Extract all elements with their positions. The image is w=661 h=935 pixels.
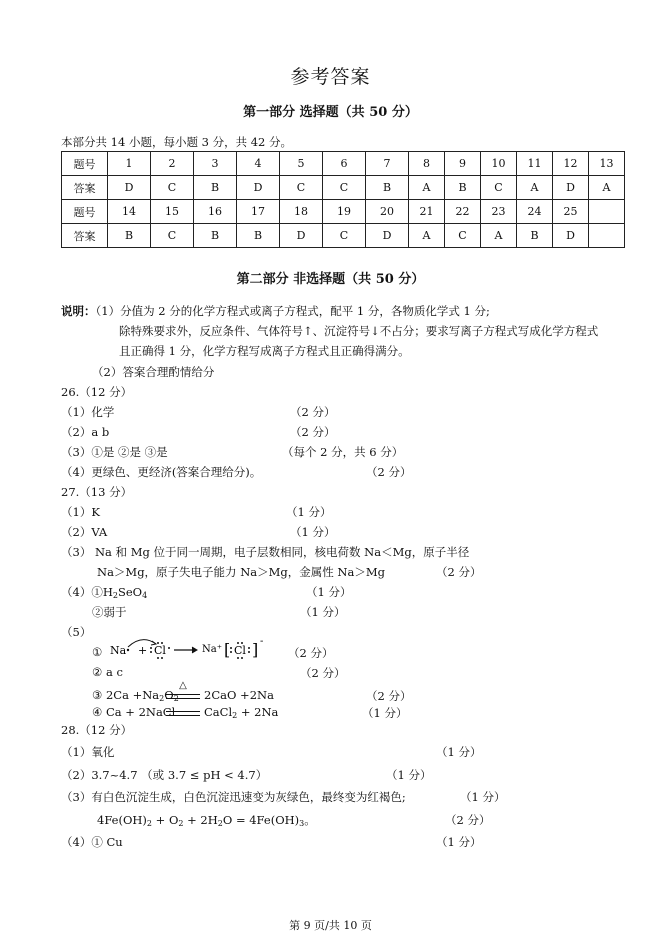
note-line-2: （2）答案合理酌情给分 [92,365,215,379]
electron-dot [248,647,250,649]
table-cell: 16 [194,200,237,224]
table-row [62,176,625,200]
electron-dot [168,647,170,649]
table-cell: B [445,176,481,200]
q26-answer-4: （4）更绿色、更经济(答案合理给分)。 [61,465,262,479]
subscript: 2 [146,819,152,828]
q26-score-3: （每个 2 分，共 6 分） [282,445,404,459]
subscript: 2 [178,819,184,828]
q27-score-5-2: （2 分） [300,666,346,680]
sodium-electron-dot [127,649,129,651]
electron-dot [230,651,232,653]
formula-part: + 2Na [237,705,279,719]
table-cell: 13 [589,152,625,176]
q26-answer-2: （2）a b [61,425,110,439]
q27-score-2: （1 分） [290,525,336,539]
q27-score-4b: （1 分） [300,605,346,619]
q28-score-3: （1 分） [460,790,506,804]
table-cell: A [409,176,445,200]
q27-score-5-4: （1 分） [362,706,408,720]
q27-score-4a: （1 分） [306,585,352,599]
q28-score-3b: （2 分） [445,813,491,827]
electron-dot [237,657,239,659]
table-cell: D [553,224,589,248]
table-cell: C [323,224,366,248]
electron-dot [150,647,152,649]
row-label: 答案 [62,176,108,200]
equals-bar [166,711,200,716]
reaction-arrow-head [192,647,197,653]
q27-answer-5-4: ④ Ca + 2NaCl [92,705,176,719]
table-row [62,224,625,248]
table-cell: B [517,224,553,248]
q27-product-5-3: 2CaO +2Na [204,688,274,702]
table-cell: 12 [553,152,589,176]
table-row [62,200,625,224]
electron-dot [161,657,163,659]
q27-answer-3a: （3） Na 和 Mg 位于同一周期，电子层数相同，核电荷数 Na＜Mg，原子半径 [61,545,470,559]
note-line-1b: 除特殊要求外，反应条件、气体符号↑、沉淀符号↓不占分；要求写离子方程式写成化学方程式 [119,324,599,338]
subscript: 2 [112,591,118,600]
subscript: 2 [217,819,223,828]
q27-answer-3b: Na＞Mg，原子失电子能力 Na＞Mg，金属性 Na＞Mg [97,565,385,579]
subscript: 3 [299,819,305,828]
table-cell: C [151,176,194,200]
table-cell: A [481,224,517,248]
table-cell: A [589,176,625,200]
row-label: 题号 [62,200,108,224]
table-cell: C [481,176,517,200]
part1-note: 本部分共 14 小题，每小题 3 分，共 42 分。 [61,135,293,149]
sodium-atom: Na [110,644,127,657]
subscript: 2 [232,711,238,720]
part2-heading: 第二部分 非选择题（共 50 分） [236,272,425,287]
q27-product-5-4 [204,705,278,720]
formula-part: （4）①H [61,585,113,599]
table-cell: 4 [237,152,280,176]
table-cell: 17 [237,200,280,224]
electron-dot [230,647,232,649]
table-cell: C [445,224,481,248]
electron-dot [241,657,243,659]
q27-answer-5-2: ② a c [92,665,123,679]
table-cell: B [237,224,280,248]
q28-answer-2: （2）3.7~4.7 （或 3.7 ≤ pH < 4.7） [61,768,268,782]
formula-part: O [164,688,174,702]
chlorine-atom: Cl [154,644,166,657]
table-cell: 10 [481,152,517,176]
note-line-1c: 且正确得 1 分，化学方程写成离子方程式且正确得满分。 [119,344,410,358]
formula-part: ③ 2Ca +Na [92,688,160,702]
page-footer: 第 9 页/共 10 页 [289,919,372,932]
table-cell: 23 [481,200,517,224]
q28-answer-4: （4）① Cu [61,835,123,849]
formula-part: + 2H [183,813,218,827]
q27-score-5-3: （2 分） [366,689,412,703]
electron-dot [237,642,239,644]
equals-bar [166,694,200,699]
table-cell: 2 [151,152,194,176]
subscript: 2 [159,694,165,703]
q26-heading: 26.（12 分） [61,385,133,399]
note-1: （1）分值为 2 分的化学方程式或离子方程式，配平 1 分，各物质化学式 1 分; [95,304,490,318]
formula-part: O = 4Fe(OH) [222,813,300,827]
note-label: 说明： [61,304,96,318]
electron-dot [157,642,159,644]
table-cell: C [280,176,323,200]
table-cell: 19 [323,200,366,224]
q27-answer-5: （5） [61,625,92,639]
row-label: 答案 [62,224,108,248]
table-cell: D [366,224,409,248]
table-row [62,152,625,176]
part1-heading: 第一部分 选择题（共 50 分） [243,105,418,120]
right-bracket: ] [252,640,259,659]
table-cell: 25 [553,200,589,224]
table-cell: 21 [409,200,445,224]
table-cell [589,224,625,248]
q27-answer-4a [61,584,147,600]
electron-dot [150,651,152,653]
q28-equation [97,812,316,828]
formula-part: CaCl [204,705,233,719]
formula-part: SeO [117,585,143,599]
table-cell: 1 [108,152,151,176]
page-title: 参考答案 [290,66,371,88]
table-cell: B [108,224,151,248]
q27-answer-2: （2）VA [61,525,108,539]
table-cell: 22 [445,200,481,224]
table-cell: B [194,176,237,200]
electron-transfer-diagram [106,632,266,666]
q28-answer-3: （3）有白色沉淀生成，白色沉淀迅速变为灰绿色，最终变为红褐色; [61,790,406,804]
electron-dot [241,642,243,644]
q27-answer-1: （1）K [61,505,100,519]
q26-score-4: （2 分） [366,465,412,479]
table-cell: 24 [517,200,553,224]
table-cell: B [366,176,409,200]
answer-table [61,151,625,248]
electron-dot [248,651,250,653]
left-bracket: [ [224,640,231,659]
table-cell: A [409,224,445,248]
table-cell: B [194,224,237,248]
table-cell: D [237,176,280,200]
note-line-1 [61,303,490,319]
table-cell: 14 [108,200,151,224]
table-cell: 15 [151,200,194,224]
table-cell: 20 [366,200,409,224]
table-cell: 6 [323,152,366,176]
q28-heading: 28.（12 分） [61,723,133,737]
electron-dot [157,657,159,659]
subscript: 2 [173,694,179,703]
subscript: 4 [142,591,148,600]
table-cell: 11 [517,152,553,176]
table-cell: 5 [280,152,323,176]
q27-heading: 27.（13 分） [61,485,133,499]
table-cell: A [517,176,553,200]
chloride-ion: Cl [234,644,246,657]
q28-score-4: （1 分） [436,835,482,849]
q27-score-5-1: （2 分） [288,646,334,660]
table-cell [589,200,625,224]
heat-symbol: △ [179,680,187,691]
row-label: 题号 [62,152,108,176]
table-cell: 18 [280,200,323,224]
q26-score-2: （2 分） [290,425,336,439]
table-cell: 3 [194,152,237,176]
formula-part: 。 [304,813,316,827]
table-cell: 7 [366,152,409,176]
q26-answer-1: （1）化学 [61,405,115,419]
table-cell: D [553,176,589,200]
sodium-ion: Na⁺ [202,644,222,655]
q26-answer-3: （3）①是 ②是 ③是 [61,445,168,459]
q27-score-1: （1 分） [286,505,332,519]
q26-score-1: （2 分） [290,405,336,419]
q27-score-3: （2 分） [436,565,482,579]
table-cell: D [280,224,323,248]
q28-score-1: （1 分） [436,745,482,759]
negative-charge: - [260,636,264,647]
q27-answer-4b: ②弱于 [92,605,127,619]
table-cell: C [323,176,366,200]
q28-answer-1: （1）氧化 [61,745,115,759]
q27-answer-5-1-label: ① [92,645,103,659]
q28-score-2: （1 分） [386,768,432,782]
table-cell: C [151,224,194,248]
table-cell: 8 [409,152,445,176]
electron-dot [161,642,163,644]
table-cell: D [108,176,151,200]
formula-part: + O [152,813,179,827]
table-cell: 9 [445,152,481,176]
plus-sign: + [138,644,148,657]
formula-part: 4Fe(OH) [97,813,147,827]
